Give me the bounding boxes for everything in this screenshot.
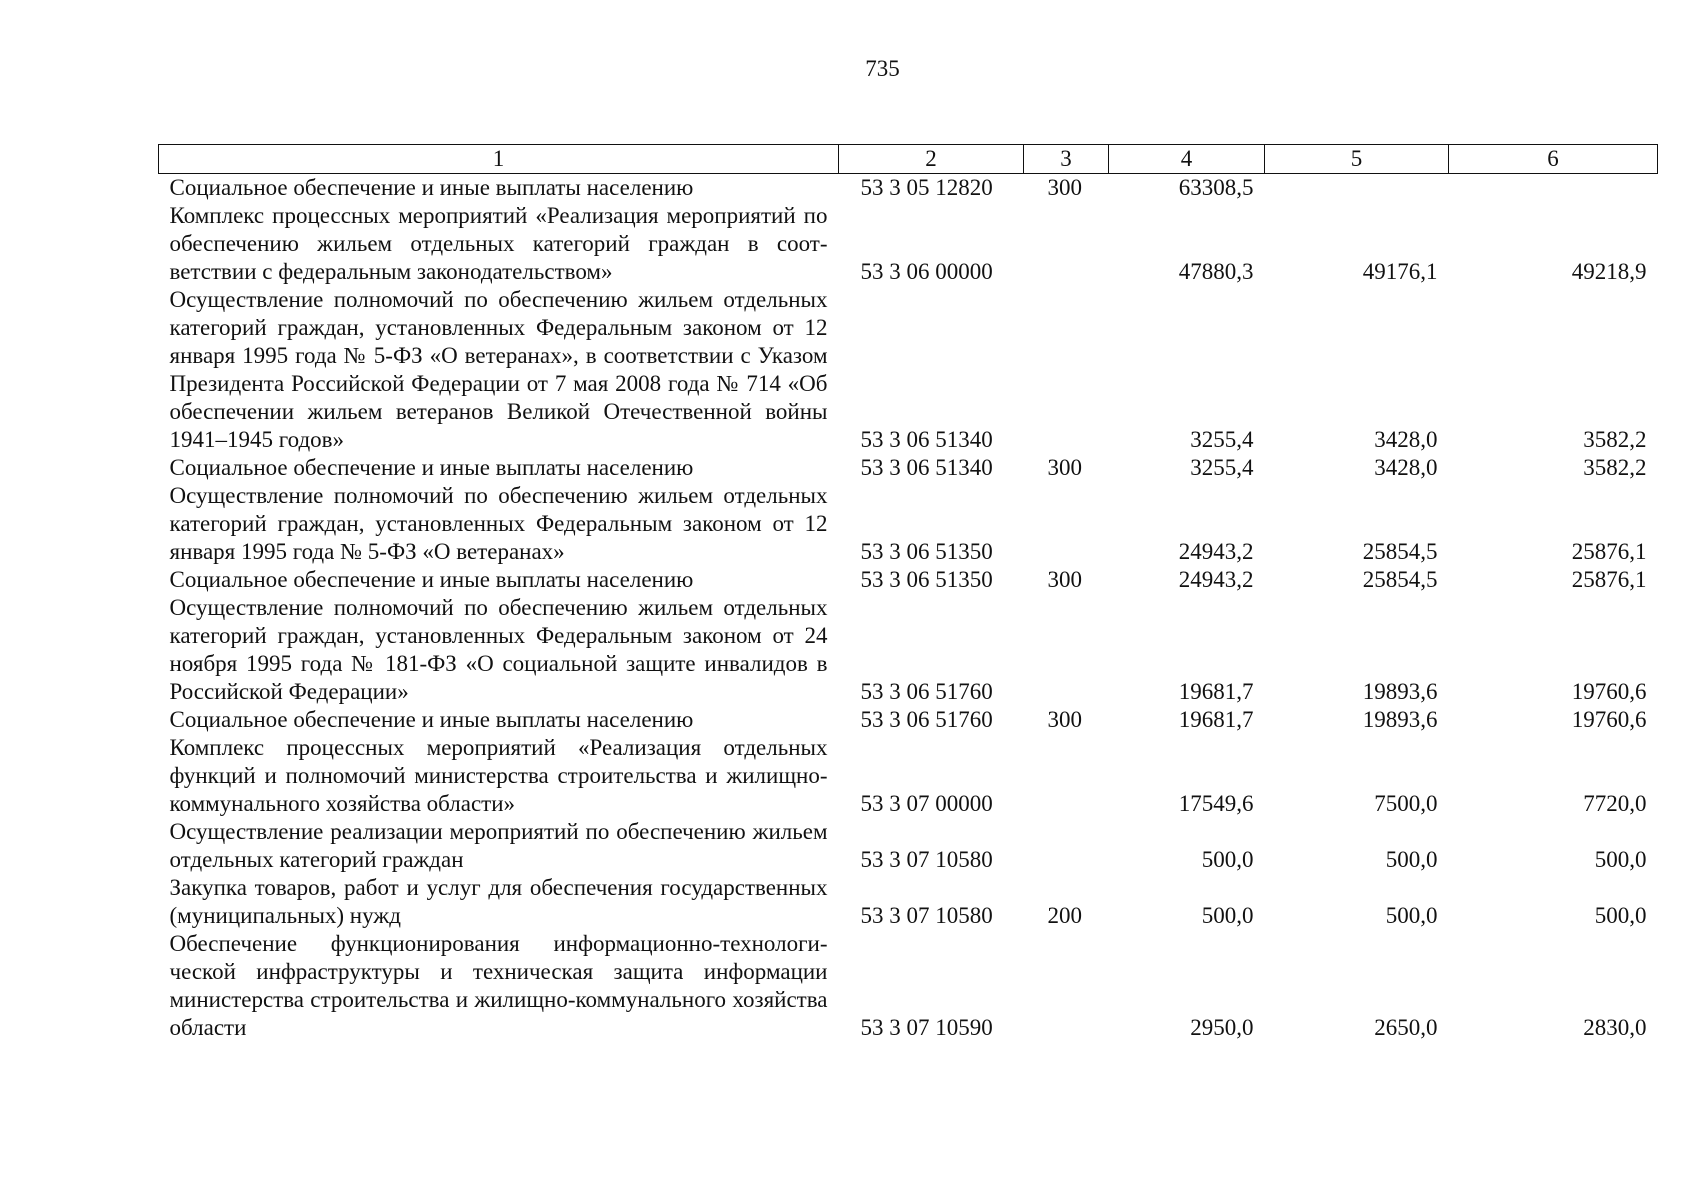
row-value-col6: 3582,2 — [1583, 427, 1647, 452]
row-name: Осуществление полномочий по обеспечению жильем отдельных категорий граждан, установленных Федеральным законом от 12 января 1995 года № 5-ФЗ «О ветеранах», в соответствии с Указом Президента Российской Федерации от 7 мая 2008 года № 714 «Об обеспечении жильем ветеранов Великой Отечественной войны 1941–1945 годов» — [169, 287, 828, 452]
row-value-col6: 500,0 — [1594, 847, 1647, 872]
table-row — [159, 566, 1658, 594]
table-row — [159, 874, 1658, 930]
row-value-col4: 500,0 — [1201, 847, 1254, 872]
header-col-3: 3 — [1024, 145, 1109, 174]
table-row — [159, 286, 1658, 454]
row-value-col4: 2950,0 — [1190, 1015, 1254, 1040]
row-value-col5: 3428,0 — [1374, 427, 1438, 452]
row-value-col6: 25876,1 — [1571, 539, 1647, 564]
row-value-col4: 3255,4 — [1190, 455, 1254, 480]
row-value-col4: 3255,4 — [1190, 427, 1254, 452]
row-code: 53 3 06 51760 — [860, 707, 993, 732]
row-value-col6: 500,0 — [1594, 903, 1647, 928]
table-row — [159, 930, 1658, 1042]
row-value-col5: 19893,6 — [1362, 679, 1438, 704]
row-value-col5: 49176,1 — [1362, 259, 1438, 284]
row-name: Социальное обеспечение и иные выплаты населению — [169, 175, 694, 200]
row-type: 300 — [1047, 567, 1082, 592]
table-row — [159, 818, 1658, 874]
table-row — [159, 202, 1658, 286]
row-type — [1024, 734, 1109, 818]
row-value-col4: 24943,2 — [1178, 567, 1254, 592]
header-col-4: 4 — [1109, 145, 1265, 174]
row-type — [1024, 818, 1109, 874]
row-type — [1024, 930, 1109, 1042]
row-value-col4: 19681,7 — [1178, 679, 1254, 704]
row-name: Социальное обеспечение и иные выплаты населению — [169, 707, 694, 732]
row-code: 53 3 06 51340 — [860, 427, 993, 452]
row-type — [1024, 482, 1109, 566]
row-type — [1024, 286, 1109, 454]
row-value-col5: 2650,0 — [1374, 1015, 1438, 1040]
row-value-col5: 3428,0 — [1374, 455, 1438, 480]
row-code: 53 3 06 00000 — [860, 259, 993, 284]
row-code: 53 3 06 51340 — [860, 455, 993, 480]
row-name: Осуществление реализации мероприятий по обеспечению жильем отдельных категорий граждан — [169, 819, 828, 872]
row-value-col5: 7500,0 — [1374, 791, 1438, 816]
budget-table — [158, 144, 1658, 1042]
row-code: 53 3 07 10590 — [860, 1015, 993, 1040]
table-row — [159, 734, 1658, 818]
row-value-col4: 24943,2 — [1178, 539, 1254, 564]
table-body — [159, 174, 1658, 1043]
row-value-col5: 500,0 — [1385, 903, 1438, 928]
row-code: 53 3 06 51350 — [860, 539, 993, 564]
row-code: 53 3 07 10580 — [860, 903, 993, 928]
row-type — [1024, 202, 1109, 286]
row-code: 53 3 07 10580 — [860, 847, 993, 872]
row-value-col4: 19681,7 — [1178, 707, 1254, 732]
row-code: 53 3 06 51760 — [860, 679, 993, 704]
row-name: Осуществление полномочий по обеспечению жильем отдельных категорий граждан, установленных Федеральным законом от 24 ноября 1995 года № 181-ФЗ «О социальной защите инвалидов в Российской Федерации» — [169, 595, 828, 704]
row-value-col4: 500,0 — [1201, 903, 1254, 928]
row-value-col5 — [1265, 174, 1449, 203]
table-row — [159, 482, 1658, 566]
row-name: Социальное обеспечение и иные выплаты населению — [169, 567, 694, 592]
table-row — [159, 706, 1658, 734]
row-value-col5: 19893,6 — [1362, 707, 1438, 732]
table-row — [159, 174, 1658, 203]
row-value-col6: 19760,6 — [1571, 707, 1647, 732]
row-value-col6: 19760,6 — [1571, 679, 1647, 704]
header-col-6: 6 — [1449, 145, 1658, 174]
row-type: 200 — [1047, 903, 1082, 928]
row-type: 300 — [1047, 175, 1082, 200]
row-code: 53 3 06 51350 — [860, 567, 993, 592]
row-value-col6: 49218,9 — [1571, 259, 1647, 284]
table-header — [159, 145, 1658, 174]
row-value-col6: 2830,0 — [1583, 1015, 1647, 1040]
row-value-col4: 47880,3 — [1178, 259, 1254, 284]
row-value-col5: 25854,5 — [1362, 567, 1438, 592]
table-row — [159, 454, 1658, 482]
table-row — [159, 594, 1658, 706]
row-value-col6: 7720,0 — [1583, 791, 1647, 816]
row-type — [1024, 594, 1109, 706]
row-name: Социальное обеспечение и иные выплаты населению — [169, 455, 694, 480]
row-type: 300 — [1047, 707, 1082, 732]
row-name: Закупка товаров, работ и услуг для обеспечения государственных (муниципальных) нужд — [169, 875, 828, 928]
row-type: 300 — [1047, 455, 1082, 480]
row-value-col6 — [1449, 174, 1658, 203]
header-col-5: 5 — [1265, 145, 1449, 174]
row-code: 53 3 05 12820 — [860, 175, 993, 200]
row-value-col4: 17549,6 — [1178, 791, 1254, 816]
row-value-col5: 500,0 — [1385, 847, 1438, 872]
row-name: Обеспечение функционирования информационно-технологической инфраструктуры и техническая защита информации министерства строительства и жилищно-коммунального хозяйства области — [169, 931, 828, 1040]
row-code: 53 3 07 00000 — [860, 791, 993, 816]
row-name: Осуществление полномочий по обеспечению жильем отдельных категорий граждан, установленных Федеральным законом от 12 января 1995 года № 5-ФЗ «О ветеранах» — [169, 483, 828, 564]
header-col-2: 2 — [839, 145, 1024, 174]
row-value-col6: 3582,2 — [1583, 455, 1647, 480]
header-row — [159, 145, 1658, 174]
header-col-1: 1 — [159, 145, 839, 174]
page-number: 735 — [865, 56, 900, 81]
row-value-col4: 63308,5 — [1178, 175, 1254, 200]
row-value-col5: 25854,5 — [1362, 539, 1438, 564]
row-name: Комплекс процессных мероприятий «Реализация отдельных функций и полномочий министерства строительства и жилищно-коммунального хозяйства области» — [169, 735, 828, 816]
row-name: Комплекс процессных мероприятий «Реализация мероприятий по обеспечению жильем отдельных категорий граждан в соответствии с федеральным законодательством» — [169, 203, 828, 284]
row-value-col6: 25876,1 — [1571, 567, 1647, 592]
